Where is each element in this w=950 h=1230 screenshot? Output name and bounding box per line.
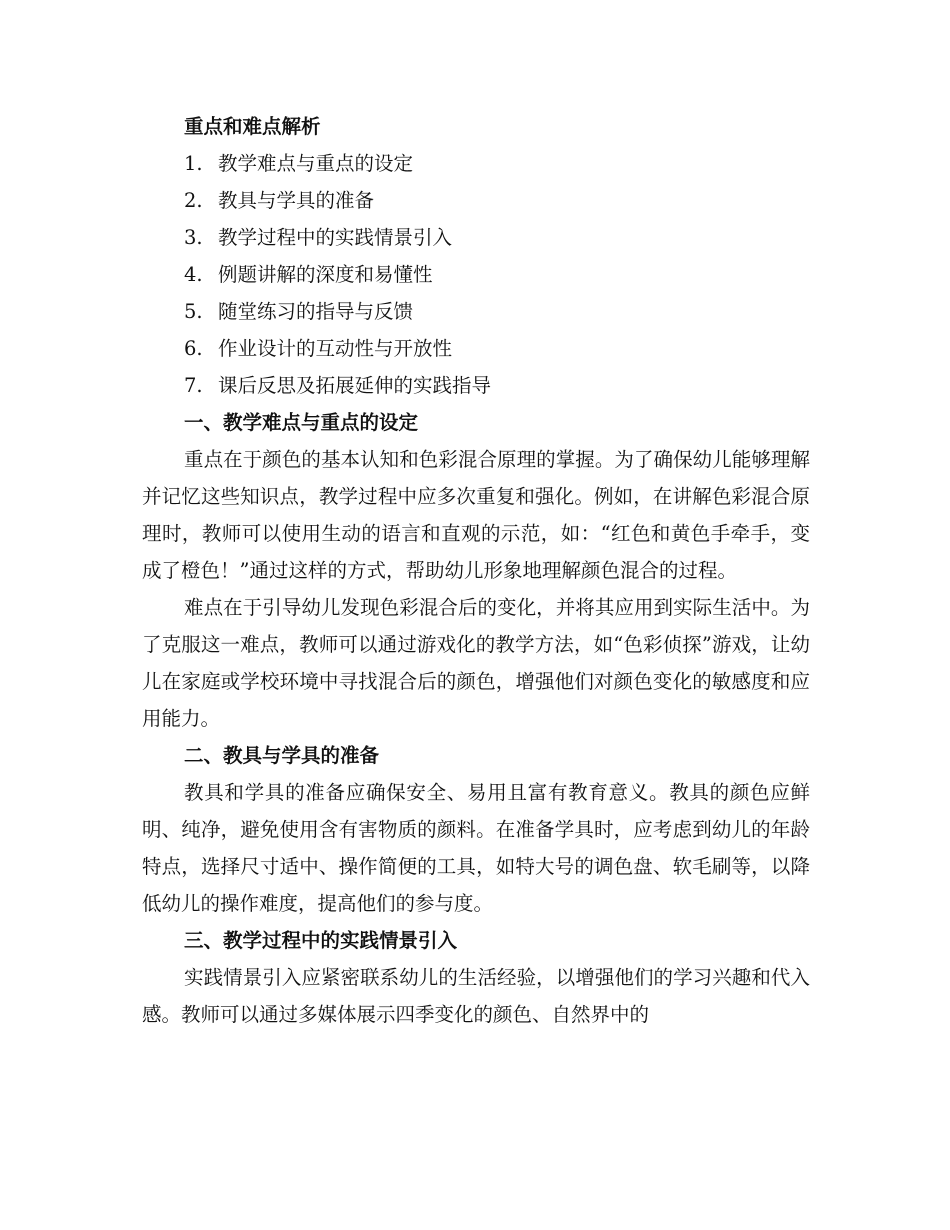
toc-item — [142, 182, 810, 219]
toc-number: 1. — [184, 152, 203, 175]
toc-list — [142, 145, 810, 404]
toc-item — [142, 256, 810, 293]
toc-number: 6. — [184, 337, 203, 360]
toc-text: 随堂练习的指导与反馈 — [218, 300, 414, 323]
toc-text: 课后反思及拓展延伸的实践指导 — [218, 374, 492, 397]
toc-number: 5. — [184, 300, 203, 323]
section — [142, 922, 810, 1033]
toc-text: 教具与学具的准备 — [218, 189, 375, 212]
toc-number: 7. — [184, 374, 203, 397]
body-paragraph: 重点在于颜色的基本认知和色彩混合原理的掌握。为了确保幼儿能够理解并记忆这些知识点，教学过程中应多次重复和强化。例如，在讲解色彩混合原理时，教师可以使用生动的语言和直观的示范，如：“红色和黄色手牵手，变成了橙色！”通过这样的方式，帮助幼儿形象地理解颜色混合的过程。 — [142, 448, 810, 582]
section-heading: 三、教学过程中的实践情景引入 — [184, 929, 458, 952]
toc-number: 3. — [184, 226, 203, 249]
toc-number: 2. — [184, 189, 203, 212]
body-paragraph: 难点在于引导幼儿发现色彩混合后的变化，并将其应用到实际生活中。为了克服这一难点，教师可以通过游戏化的教学方法，如“色彩侦探”游戏，让幼儿在家庭或学校环境中寻找混合后的颜色，增强他们对颜色变化的敏感度和应用能力。 — [142, 596, 810, 730]
toc-item — [142, 367, 810, 404]
section-heading: 二、教具与学具的准备 — [184, 744, 380, 767]
toc-item — [142, 219, 810, 256]
document-page — [142, 108, 810, 1033]
toc-number: 4. — [184, 263, 203, 286]
section — [142, 737, 810, 922]
document-title: 重点和难点解析 — [184, 115, 321, 138]
toc-text: 例题讲解的深度和易懂性 — [218, 263, 433, 286]
toc-item — [142, 293, 810, 330]
body-paragraph: 实践情景引入应紧密联系幼儿的生活经验，以增强他们的学习兴趣和代入感。教师可以通过多媒体展示四季变化的颜色、自然界中的 — [142, 966, 810, 1026]
toc-text: 教学难点与重点的设定 — [218, 152, 414, 175]
toc-item — [142, 330, 810, 367]
toc-text: 作业设计的互动性与开放性 — [218, 337, 453, 360]
toc-text: 教学过程中的实践情景引入 — [218, 226, 453, 249]
body-paragraph: 教具和学具的准备应确保安全、易用且富有教育意义。教具的颜色应鲜明、纯净，避免使用含有害物质的颜料。在准备学具时，应考虑到幼儿的年龄特点，选择尺寸适中、操作简便的工具，如特大号的调色盘、软毛刷等，以降低幼儿的操作难度，提高他们的参与度。 — [142, 781, 810, 915]
section-heading: 一、教学难点与重点的设定 — [184, 411, 419, 434]
toc-item — [142, 145, 810, 182]
section — [142, 404, 810, 737]
